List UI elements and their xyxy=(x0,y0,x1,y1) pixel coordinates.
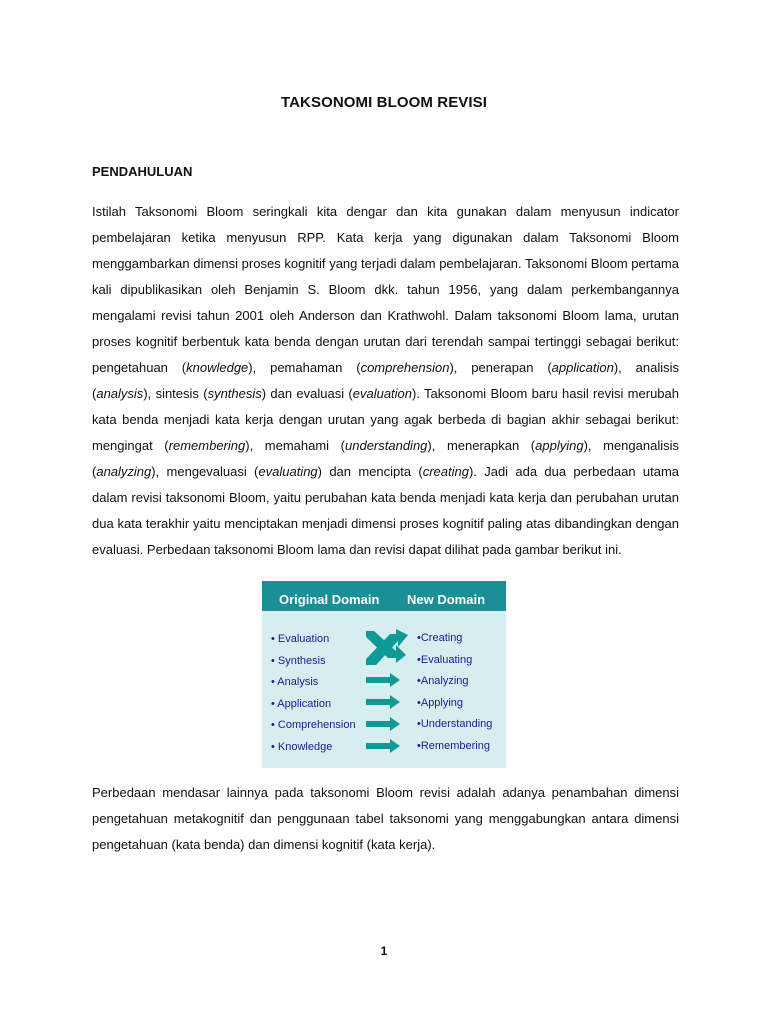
italic-term: synthesis xyxy=(207,386,262,401)
swap-arrows-icon xyxy=(360,627,410,667)
paragraph-text: ). Taksonomi Bloom baru hasil revisi merubah kata benda menjadi kata kerja dengan urutan yang agak berbeda di bagian akhir sebagai berikut: mengingat ( xyxy=(92,386,679,453)
new-item: •Analyzing xyxy=(417,675,469,687)
intro-paragraph xyxy=(92,199,679,563)
italic-term: evaluating xyxy=(258,464,318,479)
italic-term: application xyxy=(551,360,614,375)
new-item: •Remembering xyxy=(417,740,490,752)
page-number: 1 xyxy=(380,944,388,958)
paragraph-text: ), analisis ( xyxy=(92,360,679,401)
right-arrow-icon xyxy=(366,673,400,687)
paragraph-text: ) dan evaluasi ( xyxy=(261,386,353,401)
paragraph-text: ), pemahaman ( xyxy=(248,360,361,375)
paragraph-text: Istilah Taksonomi Bloom seringkali kita dengar dan kita gunakan dalam menyusun indicator pembelajaran ketika menyusun RPP. Kata kerja yang digunakan dalam Taksonomi Bloom menggambarkan dimensi proses kognitif yang terjadi dalam pembelajaran. Taksonomi Bloom pertama kali dipublikasikan oleh Benjamin S. Bloom dkk. tahun 1956, yang dalam perkembangannya mengalami revisi tahun 2001 oleh Anderson dan Krathwohl. Dalam taksonomi Bloom lama, urutan proses kognitif berbentuk kata benda dengan urutan dari terendah sampai tertinggi sebagai berikut: pengetahuan ( xyxy=(92,204,679,375)
new-item: •Applying xyxy=(417,697,464,709)
paragraph-text: ), menganalisis ( xyxy=(92,438,679,479)
italic-term: evaluation xyxy=(352,386,413,401)
section-heading: PENDAHULUAN xyxy=(92,164,193,179)
right-arrow-icon xyxy=(366,717,400,731)
original-item: • Evaluation xyxy=(271,633,330,645)
right-arrow-icon xyxy=(366,739,400,753)
original-item: • Comprehension xyxy=(271,719,356,731)
italic-term: understanding xyxy=(345,438,428,453)
original-item: • Analysis xyxy=(271,676,319,688)
italic-term: comprehension xyxy=(360,360,450,375)
paragraph-text: ). Jadi ada dua perbedaan utama dalam revisi taksonomi Bloom, yaitu perubahan kata benda menjadi kata kerja dan perubahan urutan dua kata terakhir yaitu menciptakan menjadi dimensi proses kognitif paling atas dibandingkan dengan evaluasi. Perbedaan taksonomi Bloom lama dan revisi dapat dilihat pada gambar berikut ini. xyxy=(92,464,679,557)
italic-term: analysis xyxy=(96,386,144,401)
italic-term: knowledge xyxy=(186,360,249,375)
italic-term: creating xyxy=(422,464,469,479)
second-paragraph: Perbedaan mendasar lainnya pada taksonomi Bloom revisi adalah adanya penambahan dimensi pengetahuan metakognitif dan penggunaan tabel taksonomi yang menggabungkan antara dimensi pengetahuan (kata benda) dan dimensi kognitif (kata kerja). xyxy=(92,785,679,852)
figure-header xyxy=(262,581,506,611)
bloom-taxonomy-figure xyxy=(262,581,506,768)
new-domain-heading: New Domain xyxy=(407,592,486,607)
new-item: •Understanding xyxy=(417,718,493,730)
italic-term: analyzing xyxy=(96,464,152,479)
italic-term: remembering xyxy=(168,438,246,453)
paragraph-text: ), penerapan ( xyxy=(449,360,552,375)
original-item: • Knowledge xyxy=(271,741,333,753)
original-item: • Synthesis xyxy=(271,655,326,667)
italic-term: applying xyxy=(535,438,584,453)
original-item: • Application xyxy=(271,698,332,710)
new-item: •Creating xyxy=(417,632,463,644)
new-item: •Evaluating xyxy=(417,654,473,666)
paragraph-text: ) dan mencipta ( xyxy=(317,464,423,479)
right-arrow-icon xyxy=(366,695,400,709)
original-domain-heading: Original Domain xyxy=(279,592,380,607)
paragraph-text: ), memahami ( xyxy=(245,438,345,453)
paragraph-text: ), mengevaluasi ( xyxy=(151,464,259,479)
paragraph-text: ), sintesis ( xyxy=(143,386,208,401)
document-title: TAKSONOMI BLOOM REVISI xyxy=(280,94,488,111)
paragraph-text: ), menerapkan ( xyxy=(427,438,536,453)
